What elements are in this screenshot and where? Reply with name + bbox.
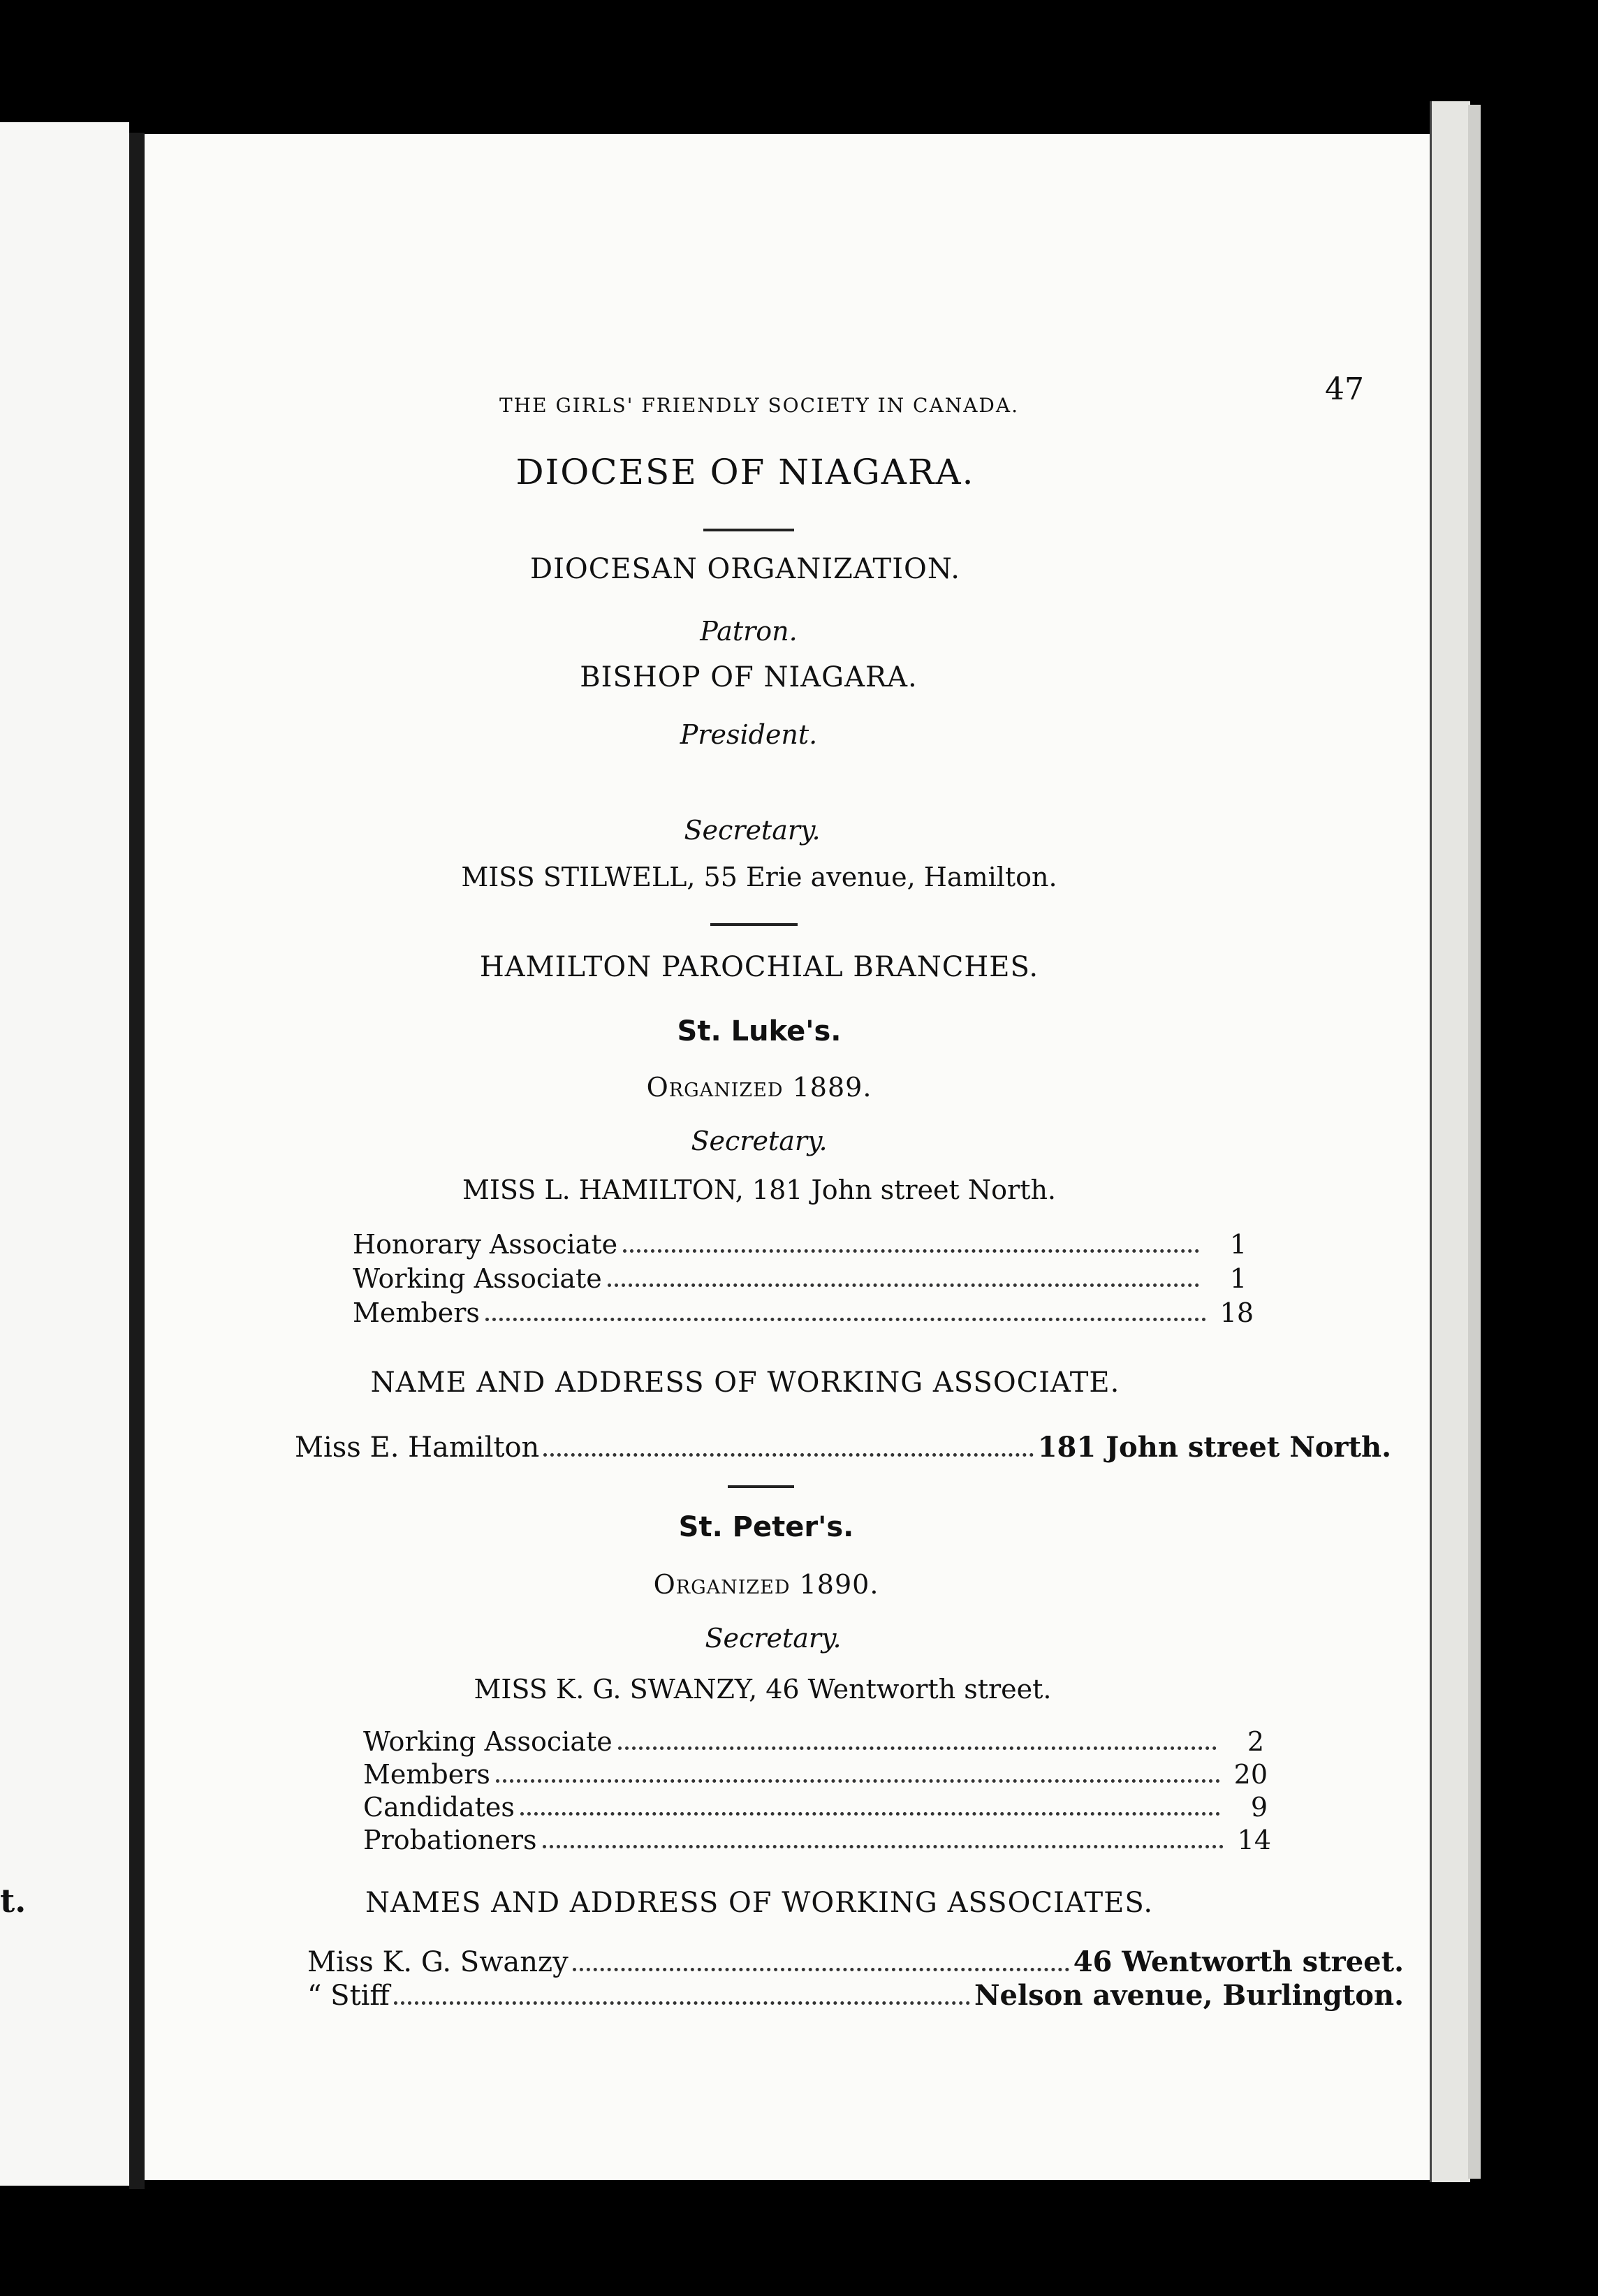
stat-label: Members (353, 1297, 480, 1328)
branch-st-peters-title: St. Peter's. (678, 1511, 854, 1543)
branch-st-lukes-secretary-name: MISS L. HAMILTON, 181 John street North. (462, 1175, 1057, 1205)
stat-label: Members (363, 1759, 490, 1790)
branches-heading: HAMILTON PAROCHIAL BRANCHES. (479, 951, 1039, 983)
associate-row (307, 1946, 1404, 1978)
leader-dots (394, 2001, 970, 2005)
leader-dots (496, 1779, 1220, 1783)
branch-st-peters-secretary-name: MISS K. G. SWANZY, 46 Wentworth street. (474, 1674, 1052, 1705)
branch-st-lukes-title: St. Luke's. (677, 1015, 842, 1047)
stat-row (353, 1297, 1254, 1328)
associate-address: 181 John street North. (1037, 1431, 1391, 1464)
branch-st-peters-organized: Organized 1890. (653, 1569, 879, 1600)
stat-value: 9 (1250, 1792, 1268, 1823)
right-page (145, 134, 1430, 2180)
stat-row (363, 1825, 1271, 1855)
page-edge (1430, 101, 1470, 2182)
secretary-label: Secretary. (684, 815, 821, 846)
left-page-fragment: t. (0, 1882, 27, 1920)
leader-dots (485, 1318, 1206, 1321)
book-gutter (129, 133, 145, 2189)
branch-st-lukes-organized: Organized 1889. (646, 1072, 872, 1103)
stat-row (363, 1792, 1268, 1823)
stat-row (363, 1726, 1264, 1757)
leader-dots (520, 1812, 1220, 1816)
stat-label: Honorary Associate (353, 1229, 618, 1260)
stat-label: Candidates (363, 1792, 515, 1823)
leader-dots (623, 1249, 1199, 1253)
stat-label: Working Associate (363, 1726, 613, 1757)
divider-rule (703, 529, 794, 531)
associate-row (295, 1432, 1391, 1464)
left-page (0, 122, 129, 2186)
page-number: 47 (1325, 371, 1364, 407)
stat-value: 18 (1219, 1297, 1254, 1328)
associate-address: 46 Wentworth street. (1073, 1945, 1404, 1978)
secretary-name: MISS STILWELL, 55 Erie avenue, Hamilton. (461, 862, 1057, 892)
leader-dots (573, 1968, 1069, 1971)
stat-label: Probationers (363, 1825, 537, 1855)
stat-row (353, 1229, 1247, 1260)
stat-row (363, 1759, 1268, 1790)
stat-value: 14 (1237, 1825, 1271, 1855)
running-head: THE GIRLS' FRIENDLY SOCIETY IN CANADA. (499, 394, 1019, 417)
leader-dots (618, 1746, 1217, 1750)
associate-name: Miss K. G. Swanzy (307, 1946, 569, 1978)
divider-rule (710, 923, 798, 926)
leader-dots (543, 1453, 1033, 1457)
stat-value: 20 (1233, 1759, 1268, 1790)
leader-dots (543, 1845, 1224, 1848)
st-lukes-assoc-heading: NAME AND ADDRESS OF WORKING ASSOCIATE. (370, 1367, 1120, 1399)
associate-address: Nelson avenue, Burlington. (974, 1979, 1404, 2012)
associate-name: “ Stiff (307, 1980, 390, 2012)
st-peters-assoc-heading: NAMES AND ADDRESS OF WORKING ASSOCIATES. (365, 1887, 1154, 1919)
stat-value: 1 (1229, 1229, 1247, 1260)
patron-name: BISHOP OF NIAGARA. (580, 661, 918, 693)
stat-value: 1 (1229, 1263, 1247, 1294)
divider-rule (728, 1485, 794, 1488)
patron-label: Patron. (700, 616, 798, 647)
diocesan-org-heading: DIOCESAN ORGANIZATION. (530, 553, 960, 585)
branch-st-lukes-secretary-label: Secretary. (691, 1126, 828, 1156)
associate-row (307, 1980, 1404, 2012)
president-label: President. (680, 719, 818, 750)
diocese-title: DIOCESE OF NIAGARA. (515, 452, 975, 492)
stat-value: 2 (1247, 1726, 1264, 1757)
page-edge-shadow (1468, 105, 1481, 2179)
leader-dots (608, 1283, 1199, 1287)
branch-st-peters-secretary-label: Secretary. (705, 1623, 842, 1654)
associate-name: Miss E. Hamilton (295, 1432, 540, 1464)
stat-row (353, 1263, 1247, 1294)
stat-label: Working Associate (353, 1263, 602, 1294)
